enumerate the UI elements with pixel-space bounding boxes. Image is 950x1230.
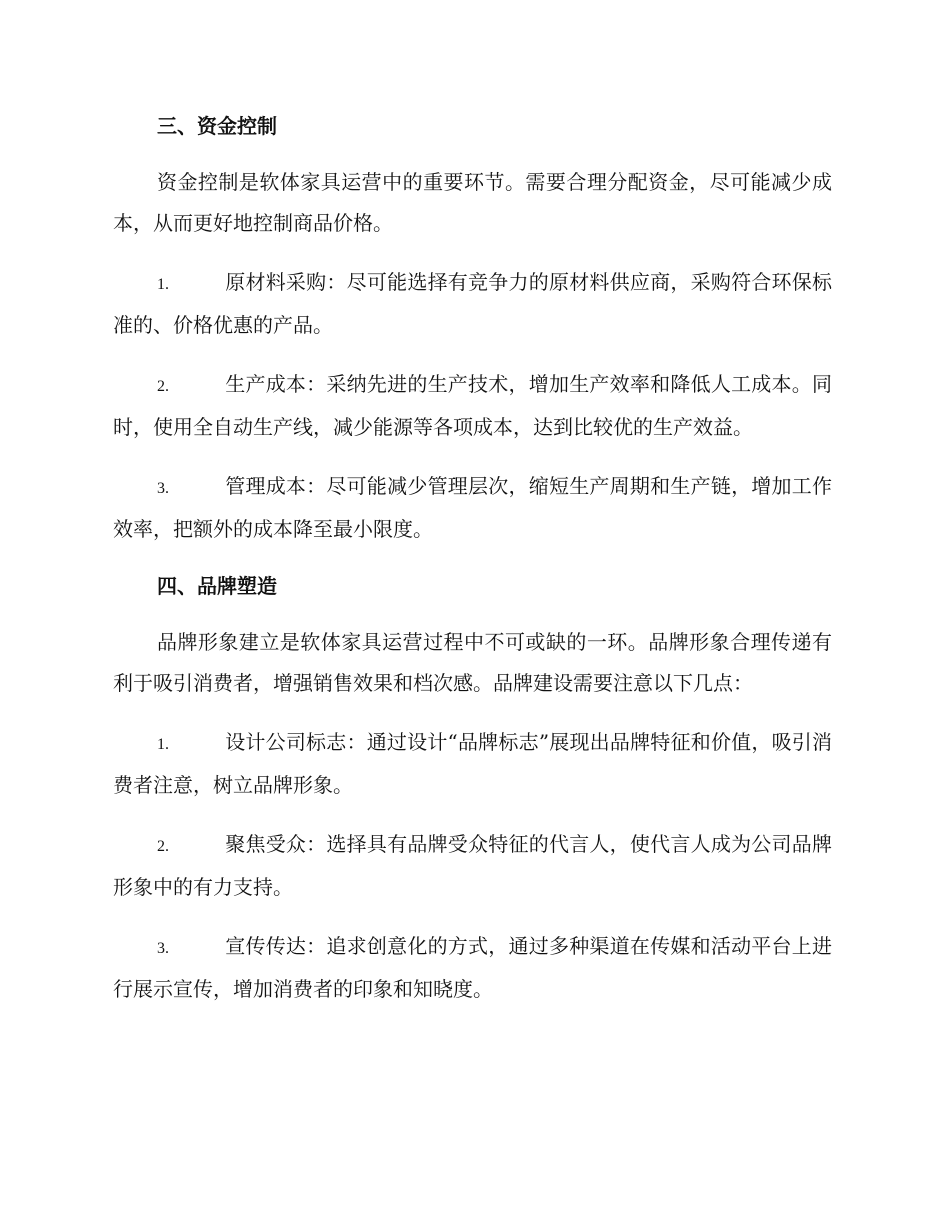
list-item [113, 466, 832, 550]
list-item-number: 2. [157, 378, 169, 395]
section-heading-brand-building: 四、品牌塑造 [157, 574, 277, 598]
list-item [113, 824, 832, 908]
list-item-number: 1. [157, 736, 169, 753]
list-item [113, 926, 832, 1010]
list-item-number: 3. [157, 480, 169, 497]
list-item [113, 364, 832, 448]
list-item [113, 722, 832, 806]
list-item-number: 3. [157, 940, 169, 957]
section-heading-fund-control: 三、资金控制 [157, 114, 277, 138]
list-item [113, 262, 832, 346]
list-item-number: 2. [157, 838, 169, 855]
list-item-text: 生产成本：采纳先进的生产技术，增加生产效率和降低人工成本。同时，使用全自动生产线，减少能源等各项成本，达到比较优的生产效益。 [113, 372, 832, 439]
section-intro-brand-building: 品牌形象建立是软体家具运营过程中不可或缺的一环。品牌形象合理传递有利于吸引消费者，增强销售效果和档次感。品牌建设需要注意以下几点： [113, 630, 832, 695]
list-item-text: 管理成本：尽可能减少管理层次，缩短生产周期和生产链，增加工作效率，把额外的成本降至最小限度。 [113, 474, 832, 541]
list-item-text: 设计公司标志：通过设计“品牌标志”展现出品牌特征和价值，吸引消费者注意，树立品牌形象。 [113, 730, 832, 797]
list-item-text: 原材料采购：尽可能选择有竞争力的原材料供应商，采购符合环保标准的、价格优惠的产品。 [113, 270, 832, 337]
list-item-number: 1. [157, 276, 169, 293]
list-item-text: 聚焦受众：选择具有品牌受众特征的代言人，使代言人成为公司品牌形象中的有力支持。 [113, 832, 832, 899]
section-intro-fund-control: 资金控制是软体家具运营中的重要环节。需要合理分配资金，尽可能减少成本，从而更好地控制商品价格。 [113, 170, 832, 235]
list-item-text: 宣传传达：追求创意化的方式，通过多种渠道在传媒和活动平台上进行展示宣传，增加消费者的印象和知晓度。 [113, 934, 832, 1001]
